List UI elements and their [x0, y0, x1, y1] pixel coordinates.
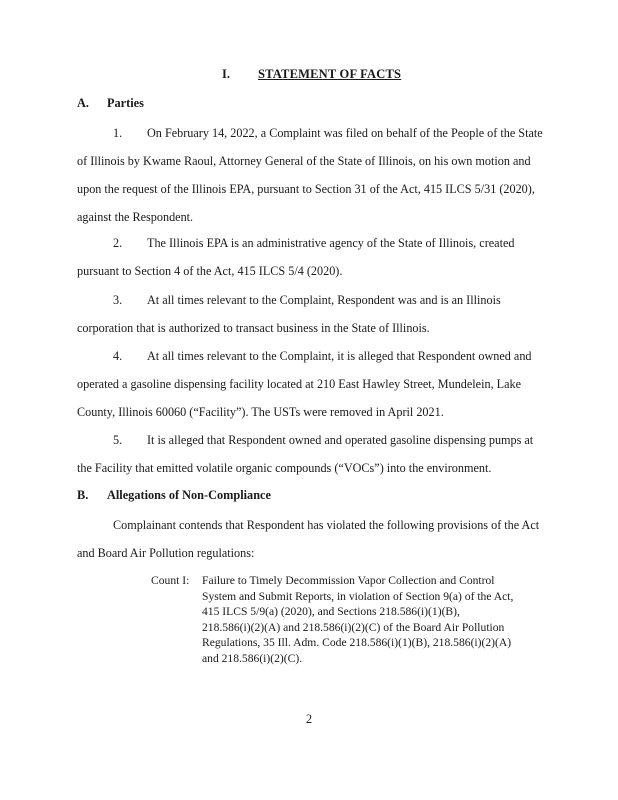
contends-paragraph: [77, 511, 547, 567]
paragraph-line: On February 14, 2022, a Complaint was filed on behalf of the People of the State: [147, 126, 543, 140]
count-line: 415 ILCS 5/9(a) (2020), and Sections 218.586(i)(1)(B),: [202, 605, 460, 619]
paragraph-line: At all times relevant to the Complaint, it is alleged that Respondent owned and: [147, 349, 532, 363]
count-line: and 218.586(i)(2)(C).: [202, 651, 303, 665]
count-line: System and Submit Reports, in violation of Section 9(a) of the Act,: [202, 589, 514, 603]
paragraph-3: [77, 286, 547, 342]
paragraph-4: [77, 342, 547, 426]
count-line: Failure to Timely Decommission Vapor Collection and Control: [202, 574, 495, 587]
paragraph-1: [77, 119, 547, 231]
subheading-title: Parties: [107, 96, 144, 110]
paragraph-5: [77, 426, 547, 482]
paragraph-line: corporation that is authorized to transact business in the State of Illinois.: [77, 321, 430, 335]
paragraph-line: pursuant to Section 4 of the Act, 415 ILCS 5/4 (2020).: [77, 264, 343, 278]
subheading-letter: A.: [77, 96, 89, 110]
page-number: 2: [305, 712, 313, 726]
paragraph-number: 3.: [113, 293, 123, 307]
count-text: [202, 573, 542, 667]
paragraph-line: against the Respondent.: [77, 210, 194, 224]
paragraph-line: of Illinois by Kwame Raoul, Attorney General of the State of Illinois, on his own motion and: [77, 154, 531, 168]
paragraph-line: County, Illinois 60060 (“Facility”). The USTs were removed in April 2021.: [77, 405, 444, 419]
section-numeral: I.: [222, 67, 230, 81]
paragraph-number: 1.: [113, 126, 123, 140]
subheading-allegations: [77, 488, 271, 503]
paragraph-number: 5.: [113, 433, 123, 447]
count-label: Count I:: [151, 574, 190, 587]
paragraph-line: Complainant contends that Respondent has violated the following provisions of the Act: [113, 518, 540, 532]
paragraph-2: [77, 229, 547, 285]
paragraph-line: and Board Air Pollution regulations:: [77, 546, 255, 560]
section-title: STATEMENT OF FACTS: [258, 67, 402, 81]
paragraph-line: At all times relevant to the Complaint, Respondent was and is an Illinois: [147, 293, 501, 307]
subheading-parties: [77, 96, 144, 111]
subheading-letter: B.: [77, 488, 89, 502]
paragraph-line: operated a gasoline dispensing facility located at 210 East Hawley Street, Mundelein, Lake: [77, 377, 522, 391]
paragraph-line: the Facility that emitted volatile organic compounds (“VOCs”) into the environment.: [77, 461, 492, 475]
paragraph-number: 4.: [113, 349, 123, 363]
count-line: Regulations, 35 Ill. Adm. Code 218.586(i)(1)(B), 218.586(i)(2)(A): [202, 636, 512, 650]
subheading-title: Allegations of Non-Compliance: [107, 488, 271, 502]
paragraph-line: upon the request of the Illinois EPA, pursuant to Section 31 of the Act, 415 ILCS 5/31 (2020),: [77, 182, 535, 196]
paragraph-line: It is alleged that Respondent owned and operated gasoline dispensing pumps at: [147, 433, 534, 447]
paragraph-number: 2.: [113, 236, 123, 250]
paragraph-line: The Illinois EPA is an administrative agency of the State of Illinois, created: [147, 236, 515, 250]
count-line: 218.586(i)(2)(A) and 218.586(i)(2)(C) of the Board Air Pollution: [202, 620, 505, 634]
